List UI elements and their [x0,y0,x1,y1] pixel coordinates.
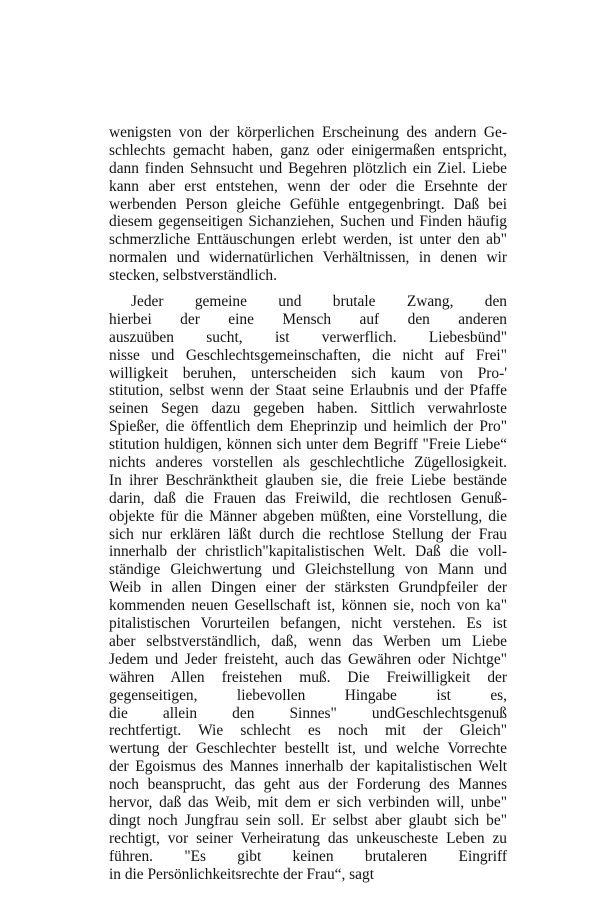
text-line: sich nur erklären läßt durch die rechtlose Stellung der Frau [109,525,507,543]
text-line: schlechts gemacht haben, ganz oder einigermaßen entspricht, [109,141,507,159]
text-line: noch beansprucht, das geht aus der Forderung des Mannes [109,776,507,794]
text-line: dingt noch Jungfrau sein soll. Er selbst aber glaubt sich be" [109,811,507,829]
text-line: stitution, selbst wenn der Staat seine Erlaubnis und der Pfaffe [109,382,507,400]
text-line: auszuüben sucht, ist verwerflich. Liebesbünd" [109,328,507,346]
text-line: hervor, daß das Weib, mit dem er sich verbinden will, unbe" [109,793,507,811]
text-line: diesem gegenseitigen Sichanziehen, Suchen und Finden häufig [109,213,507,231]
text-line: wenigsten von der körperlichen Erscheinung des andern Ge- [109,124,507,141]
text-line: Jeder gemeine und brutale Zwang, den [131,293,507,311]
text-line: kann aber erst entstehen, wenn der oder die Ersehnte der [109,177,507,195]
text-line: stecken, selbstverständlich. [109,267,277,285]
text-line: Weib in allen Dingen einer der stärksten Grundpfeiler der [109,579,507,597]
text-line: stitution huldigen, können sich unter dem Begriff "Freie Liebe“ [109,436,507,454]
text-line: nichts anderes vorstellen als geschlechtliche Zügellosigkeit. [109,454,507,472]
text-line: hierbei der eine Mensch auf den anderen [109,310,507,328]
text-line: objekte für die Männer abgeben müßten, eine Vorstellung, die [109,507,507,525]
text-line: pitalistischen Vorurteilen befangen, nicht verstehen. Es ist [109,615,507,633]
text-line: nisse und Geschlechtsgemeinschaften, die nicht auf Frei" [109,346,507,364]
text-line: ständige Gleichwertung und Gleichstellung von Mann und [109,561,507,579]
text-line: in die Persönlichkeitsrechte der Frau“, sagt [109,865,374,883]
text-line: seinen Segen dazu gegeben haben. Sittlich verwahrloste [109,400,507,418]
text-line: Spießer, die öffentlich dem Eheprinzip und heimlich der Pro" [109,418,507,436]
paragraph-1 [109,124,507,285]
text-line: führen. "Es gibt keinen brutaleren Eingriff [109,847,507,865]
text-line: rechtfertigt. Wie schlecht es noch mit der Gleich" [109,722,507,740]
text-line: kommenden neuen Gesellschaft ist, können sie, noch von ka" [109,597,507,615]
text-line: aber selbstverständlich, daß, wenn das Werben um Liebe [109,632,507,650]
text-line: normalen und widernatürlichen Verhältnissen, in denen wir [109,249,507,267]
body-text [109,124,507,883]
text-line: schmerzliche Enttäuschungen erlebt werden, ist unter den ab" [109,231,507,249]
text-line: werbenden Person gleiche Gefühle entgegenbringt. Daß bei [109,195,507,213]
paragraph-2 [109,293,507,883]
text-line: gegenseitigen, liebevollen Hingabe ist es, [109,686,507,704]
text-line: währen Allen freistehen muß. Die Freiwilligkeit der [109,668,507,686]
text-line: die allein den Sinnes" undGeschlechtsgenuß [109,704,507,722]
text-line: wertung der Geschlechter bestellt ist, und welche Vorrechte [109,740,507,758]
text-line: willigkeit beruhen, unterscheiden sich kaum von Pro-' [109,364,507,382]
text-line: In ihrer Beschränktheit glauben sie, die freie Liebe bestände [109,471,507,489]
text-line: Jedem und Jeder freisteht, auch das Gewähren oder Nichtge" [109,650,507,668]
text-line: dann finden Sehnsucht und Begehren plötzlich ein Ziel. Liebe [109,159,507,177]
text-line: der Egoismus des Mannes innerhalb der kapitalistischen Welt [109,758,507,776]
text-line: darin, daß die Frauen das Freiwild, die rechtlosen Genuß- [109,489,507,507]
text-line: innerhalb der christlich"kapitalistischen Welt. Daß die voll- [109,543,507,561]
text-line: rechtigt, vor seiner Verheiratung das unkeuscheste Leben zu [109,829,507,847]
